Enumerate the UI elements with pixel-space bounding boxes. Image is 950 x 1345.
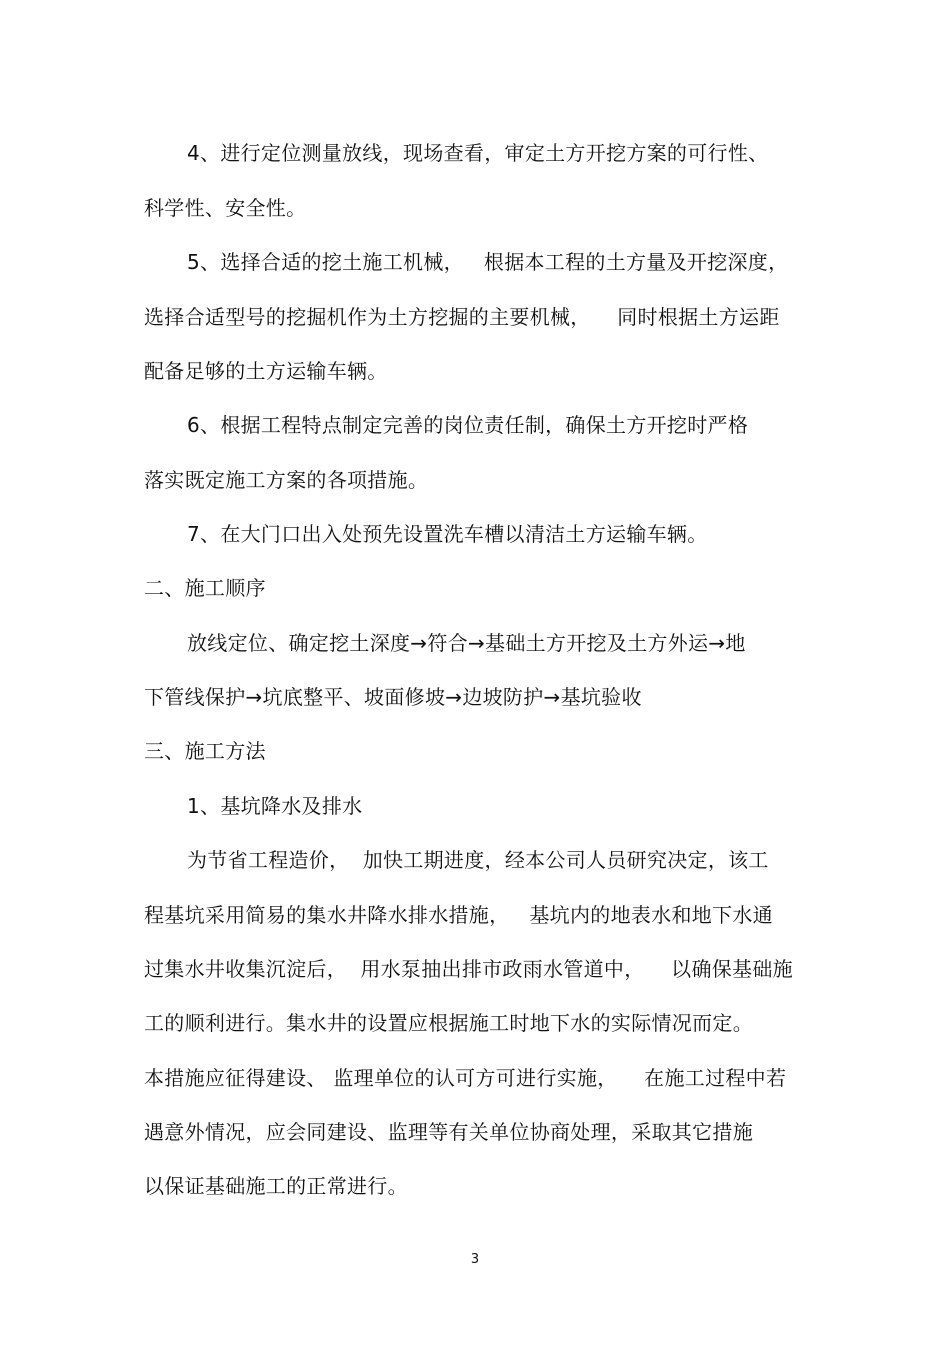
method-paragraph-line-6: 遇意外情况，应会同建设、监理等有关单位协商处理，采取其它措施 — [144, 1120, 753, 1144]
method-paragraph-line-5: 本措施应征得建设、 监理单位的认可方可进行实施， 在施工过程中若 — [144, 1066, 787, 1090]
method-paragraph-line-4: 工的顺利进行。集水井的设置应根据施工时地下水的实际情况而定。 — [144, 1011, 753, 1035]
method-paragraph-line-7: 以保证基础施工的正常进行。 — [144, 1174, 408, 1198]
sequence-line-1: 放线定位、确定挖土深度→符合→基础土方开挖及土方外运→地 — [187, 631, 746, 655]
step-5-line-2: 选择合适型号的挖掘机作为土方挖掘的主要机械， 同时根据土方运距 — [144, 305, 780, 329]
step-4-line-2: 科学性、安全性。 — [144, 196, 307, 220]
step-5-line-1: 5、选择合适的挖土施工机械， 根据本工程的土方量及开挖深度， — [187, 250, 789, 274]
step-6-line-1: 6、根据工程特点制定完善的岗位责任制，确保土方开挖时严格 — [187, 413, 749, 437]
step-7-line: 7、在大门口出入处预先设置洗车槽以清洁土方运输车辆。 — [187, 522, 708, 546]
subsection-heading-dewatering: 1、基坑降水及排水 — [187, 794, 363, 818]
section-heading-construction-sequence: 二、施工顺序 — [144, 576, 266, 600]
method-paragraph-line-1: 为节省工程造价， 加快工期进度，经本公司人员研究决定，该工 — [187, 848, 769, 872]
method-paragraph-line-3: 过集水井收集沉淀后， 用水泵抽出排市政雨水管道中， 以确保基础施 — [144, 957, 793, 981]
page-number: 3 — [470, 1252, 480, 1267]
step-4-line-1: 4、进行定位测量放线，现场查看，审定土方开挖方案的可行性、 — [187, 141, 769, 165]
sequence-line-2: 下管线保护→坑底整平、坡面修坡→边坡防护→基坑验收 — [144, 685, 642, 709]
method-paragraph-line-2: 程基坑采用简易的集水井降水排水措施， 基坑内的地表水和地下水通 — [144, 903, 773, 927]
section-heading-construction-method: 三、施工方法 — [144, 739, 266, 763]
step-6-line-2: 落实既定施工方案的各项措施。 — [144, 468, 429, 492]
step-5-line-3: 配备足够的土方运输车辆。 — [144, 359, 388, 383]
